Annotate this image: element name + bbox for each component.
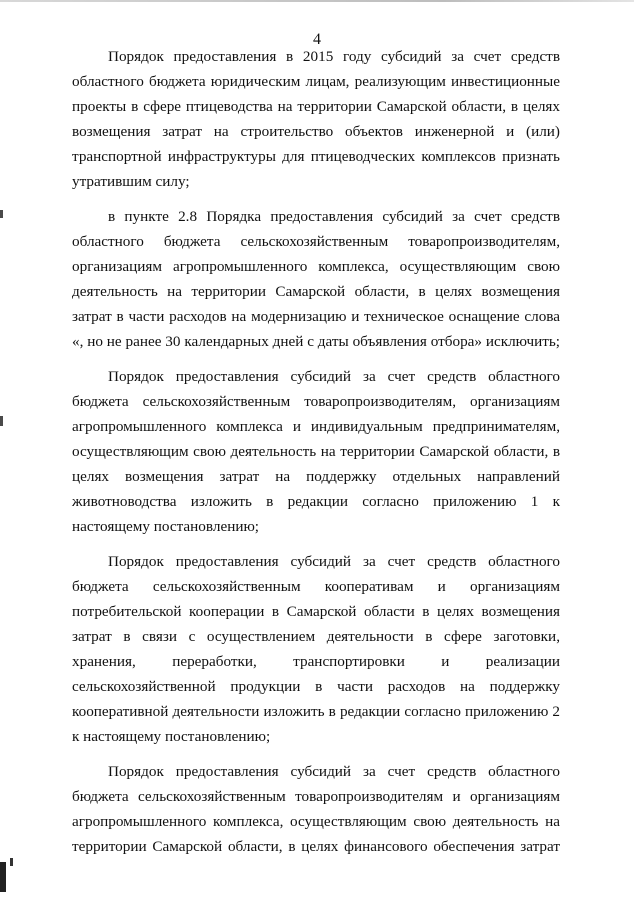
paragraph: [72, 364, 560, 539]
paragraph: [72, 204, 560, 354]
text-line: проекты в сфере птицеводства на территории Самарской области, в целях: [72, 98, 560, 115]
paragraph: [72, 549, 560, 749]
scan-edge-top: [0, 0, 634, 2]
scan-artifact: [10, 858, 13, 866]
text-line: Порядок предоставления субсидий за счет средств областного: [108, 553, 560, 570]
text-line: затрат в связи с осуществлением деятельности в сфере заготовки,: [72, 628, 560, 645]
text-line: животноводства изложить в редакции согласно приложению 1 к: [72, 493, 560, 510]
text-line: агропромышленного комплекса, осуществляющим свою деятельность на: [72, 813, 560, 830]
text-line: «, но не ранее 30 календарных дней с даты объявления отбора» исключить;: [72, 333, 560, 350]
text-line: территории Самарской области, в целях финансового обеспечения затрат: [72, 838, 560, 855]
text-line: целях возмещения затрат на поддержку отдельных направлений: [72, 468, 560, 485]
scan-artifact: [0, 210, 3, 218]
text-line: утратившим силу;: [72, 173, 190, 190]
text-line: настоящему постановлению;: [72, 518, 260, 535]
text-line: затрат в части расходов на модернизацию и техническое оснащение слова: [72, 308, 560, 325]
text-line: деятельность на территории Самарской области, в целях возмещения: [72, 283, 560, 300]
scan-artifact: [0, 862, 6, 892]
text-line: сельскохозяйственной продукции в части расходов на поддержку: [72, 678, 560, 695]
document-body: [72, 44, 560, 869]
text-line: Порядок предоставления субсидий за счет средств областного: [108, 368, 560, 385]
text-line: осуществляющим свою деятельность на территории Самарской области, в: [72, 443, 560, 460]
page-number: 4: [313, 31, 321, 48]
text-line: областного бюджета сельскохозяйственным товаропроизводителям,: [72, 233, 560, 250]
text-line: в пункте 2.8 Порядка предоставления субсидий за счет средств: [108, 208, 560, 225]
text-line: бюджета сельскохозяйственным товаропроизводителям, организациям: [72, 393, 560, 410]
text-line: бюджета сельскохозяйственным товаропроизводителям и организациям: [72, 788, 560, 805]
text-line: Порядок предоставления в 2015 году субсидий за счет средств: [108, 48, 560, 65]
text-line: бюджета сельскохозяйственным кооперативам и организациям: [72, 578, 560, 595]
text-line: к настоящему постановлению;: [72, 728, 271, 745]
text-line: возмещения затрат на строительство объектов инженерной и (или): [72, 123, 560, 140]
text-line: областного бюджета юридическим лицам, реализующим инвестиционные: [72, 73, 560, 90]
text-line: хранения, переработки, транспортировки и реализации: [72, 653, 560, 670]
text-line: транспортной инфраструктуры для птицеводческих комплексов признать: [72, 148, 560, 165]
text-line: потребительской кооперации в Самарской области в целях возмещения: [72, 603, 560, 620]
text-line: Порядок предоставления субсидий за счет средств областного: [108, 763, 560, 780]
text-line: организациям агропромышленного комплекса, осуществляющим свою: [72, 258, 560, 275]
paragraph: [72, 759, 560, 859]
text-line: кооперативной деятельности изложить в редакции согласно приложению 2: [72, 703, 560, 720]
paragraph: [72, 44, 560, 194]
text-line: агропромышленного комплекса и индивидуальным предпринимателям,: [72, 418, 560, 435]
scan-artifact: [0, 416, 3, 426]
